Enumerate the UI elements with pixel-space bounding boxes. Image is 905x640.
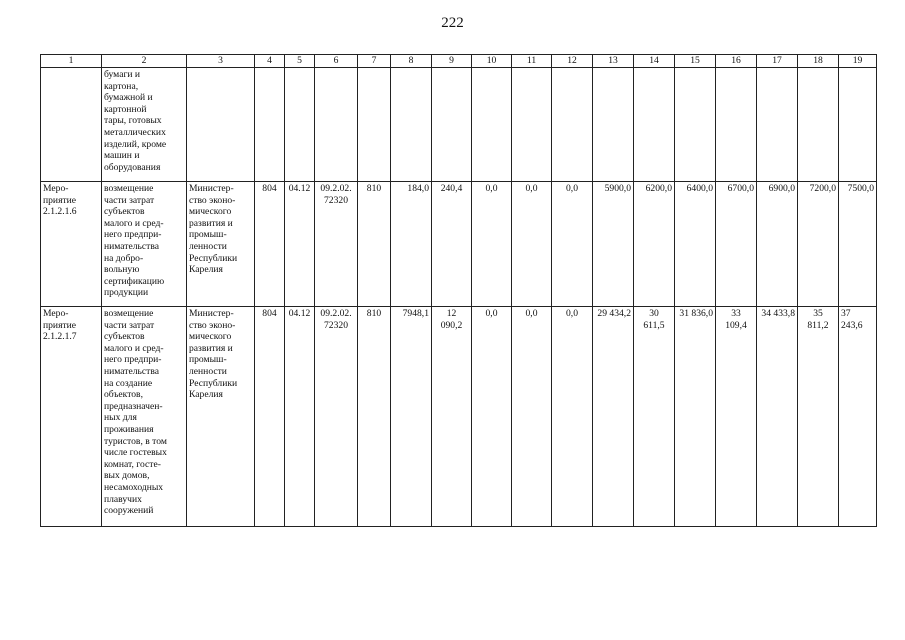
table-cell (391, 68, 432, 182)
table-cell: 0,0 (512, 307, 552, 527)
table-cell (716, 68, 757, 182)
column-header: 2 (102, 55, 187, 68)
table-cell: 804 (255, 307, 285, 527)
column-header: 18 (798, 55, 839, 68)
executor-cell: Министер- ство эконо- мического развития и промыш- ленности Республики Карелия (187, 182, 255, 307)
column-header: 11 (512, 55, 552, 68)
table-cell: 810 (358, 307, 391, 527)
table-cell: 30 611,5 (634, 307, 675, 527)
table-cell: 12 090,2 (432, 307, 472, 527)
measure-cell: Меро- приятие 2.1.2.1.7 (41, 307, 102, 527)
table-cell: 184,0 (391, 182, 432, 307)
table-cell: 0,0 (472, 307, 512, 527)
table-cell (285, 68, 315, 182)
table-cell: 37 243,6 (839, 307, 877, 527)
table-cell: 240,4 (432, 182, 472, 307)
column-header: 5 (285, 55, 315, 68)
table-cell (358, 68, 391, 182)
table-cell: 7500,0 (839, 182, 877, 307)
table-cell (512, 68, 552, 182)
table-cell (675, 68, 716, 182)
column-header: 1 (41, 55, 102, 68)
table-cell: 04.12 (285, 182, 315, 307)
column-header: 10 (472, 55, 512, 68)
budget-table (40, 54, 877, 527)
table-row (41, 182, 877, 307)
measure-cell: Меро- приятие 2.1.2.1.6 (41, 182, 102, 307)
table-cell (839, 68, 877, 182)
column-header: 8 (391, 55, 432, 68)
table-cell: 810 (358, 182, 391, 307)
table-cell: 7948,1 (391, 307, 432, 527)
column-header: 14 (634, 55, 675, 68)
table-cell: 7200,0 (798, 182, 839, 307)
table-cell: 34 433,8 (757, 307, 798, 527)
table-cell (552, 68, 593, 182)
table-cell: 31 836,0 (675, 307, 716, 527)
table-row (41, 68, 877, 182)
column-header: 12 (552, 55, 593, 68)
description-cell: возмещение части затрат субъектов малого и сред- него предпри- нимательства на создание объектов, предназначен- ных для проживания туристов, в том числе гостевых комнат, госте- вых домов, несамоходных плавучих сооружений (102, 307, 187, 527)
table-cell (593, 68, 634, 182)
column-header: 17 (757, 55, 798, 68)
column-header: 15 (675, 55, 716, 68)
table-cell: 35 811,2 (798, 307, 839, 527)
column-header: 9 (432, 55, 472, 68)
table-cell: 5900,0 (593, 182, 634, 307)
table-cell: 29 434,2 (593, 307, 634, 527)
description-cell: бумаги и картона, бумажной и картонной тары, готовых металлических изделий, кроме машин и оборудования (102, 68, 187, 182)
table-cell: 804 (255, 182, 285, 307)
table-cell (315, 68, 358, 182)
column-header: 16 (716, 55, 757, 68)
page-number: 222 (441, 15, 464, 31)
table-cell: 0,0 (552, 307, 593, 527)
table-cell: 6200,0 (634, 182, 675, 307)
table-cell: 0,0 (472, 182, 512, 307)
table-cell: 33 109,4 (716, 307, 757, 527)
table-cell (798, 68, 839, 182)
column-header: 6 (315, 55, 358, 68)
table-cell: 6900,0 (757, 182, 798, 307)
description-cell: возмещение части затрат субъектов малого и сред- него предпри- нимательства на добро- вольную сертификацию продукции (102, 182, 187, 307)
table-cell: 04.12 (285, 307, 315, 527)
column-header: 7 (358, 55, 391, 68)
column-header: 3 (187, 55, 255, 68)
executor-cell: Министер- ство эконо- мического развития и промыш- ленности Республики Карелия (187, 307, 255, 527)
table-cell: 09.2.02. 72320 (315, 307, 358, 527)
measure-cell (41, 68, 102, 182)
table-row (41, 307, 877, 527)
table-cell (634, 68, 675, 182)
table-cell: 0,0 (552, 182, 593, 307)
table-cell: 0,0 (512, 182, 552, 307)
table-cell: 6700,0 (716, 182, 757, 307)
column-header: 4 (255, 55, 285, 68)
column-header: 13 (593, 55, 634, 68)
table-cell: 6400,0 (675, 182, 716, 307)
table-cell (432, 68, 472, 182)
table-cell (757, 68, 798, 182)
table-cell (255, 68, 285, 182)
table-cell (472, 68, 512, 182)
column-header: 19 (839, 55, 877, 68)
table-cell: 09.2.02. 72320 (315, 182, 358, 307)
executor-cell (187, 68, 255, 182)
table-header-row (41, 55, 877, 68)
